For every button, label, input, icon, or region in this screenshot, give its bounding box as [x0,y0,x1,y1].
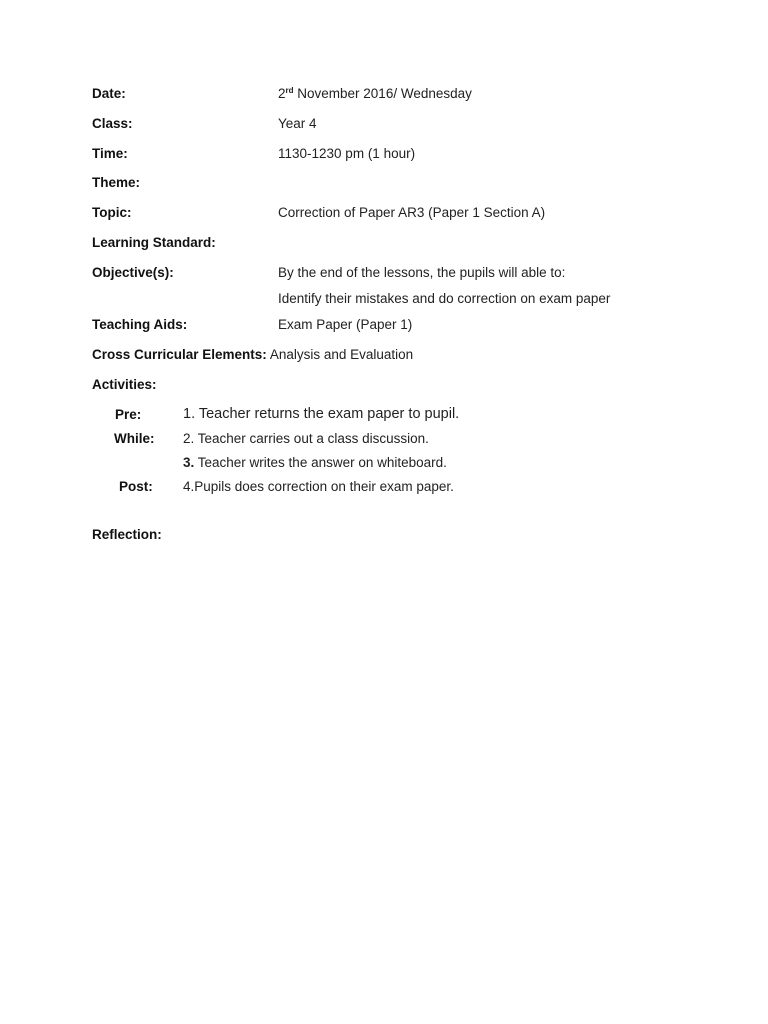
teaching-aids-row [92,317,187,332]
class-label: Class: [92,116,133,131]
teaching-aids-label: Teaching Aids: [92,317,188,332]
learning-standard-label: Learning Standard: [92,235,216,250]
activities-label: Activities: [92,377,157,392]
date-value [278,86,472,101]
date-rest: November 2016/ Wednesday [293,86,472,101]
objectives-line-2: Identify their mistakes and do correction on exam paper [278,291,611,306]
topic-row [92,205,132,220]
date-row [92,86,126,101]
activity-post-number: 4. [183,479,195,494]
date-day: 2 [278,86,286,101]
class-row [92,116,133,131]
activity-post-item [183,479,454,494]
activity-step3-item [183,455,447,470]
topic-label: Topic: [92,205,132,220]
objectives-label: Objective(s): [92,265,174,280]
activity-while-label: While: [114,431,155,446]
cross-curricular-row [92,347,413,362]
cross-curricular-value: Analysis and Evaluation [266,347,414,362]
time-value: 1130-1230 pm (1 hour) [278,146,416,161]
activity-step3-text: Teacher writes the answer on whiteboard. [194,455,447,470]
activity-post-label: Post: [119,479,153,494]
date-suffix: rd [285,86,294,95]
objectives-row [92,265,174,280]
reflection-label: Reflection: [92,527,162,542]
activity-step3-number: 3. [183,455,195,470]
activity-while-number: 2. [183,431,195,446]
cross-curricular-label: Cross Curricular Elements: [92,347,267,362]
class-value: Year 4 [278,116,317,131]
objectives-line-1: By the end of the lessons, the pupils will able to: [278,265,566,280]
date-label: Date: [92,86,126,101]
activity-pre-text: Teacher returns the exam paper to pupil. [195,406,460,422]
teaching-aids-value: Exam Paper (Paper 1) [278,317,413,332]
time-row [92,146,128,161]
activity-post-text: Pupils does correction on their exam paper. [194,479,454,494]
reflection-row [92,527,162,542]
activity-pre-number: 1. [183,406,196,422]
activity-while-item [183,431,429,446]
learning-standard-row [92,235,216,250]
topic-value: Correction of Paper AR3 (Paper 1 Section A) [278,205,546,220]
activity-pre-label: Pre: [115,407,142,422]
theme-row [92,175,140,190]
activities-row [92,377,157,392]
activity-pre-item [183,406,459,422]
theme-label: Theme: [92,175,141,190]
activity-while-text: Teacher carries out a class discussion. [194,431,429,446]
time-label: Time: [92,146,128,161]
